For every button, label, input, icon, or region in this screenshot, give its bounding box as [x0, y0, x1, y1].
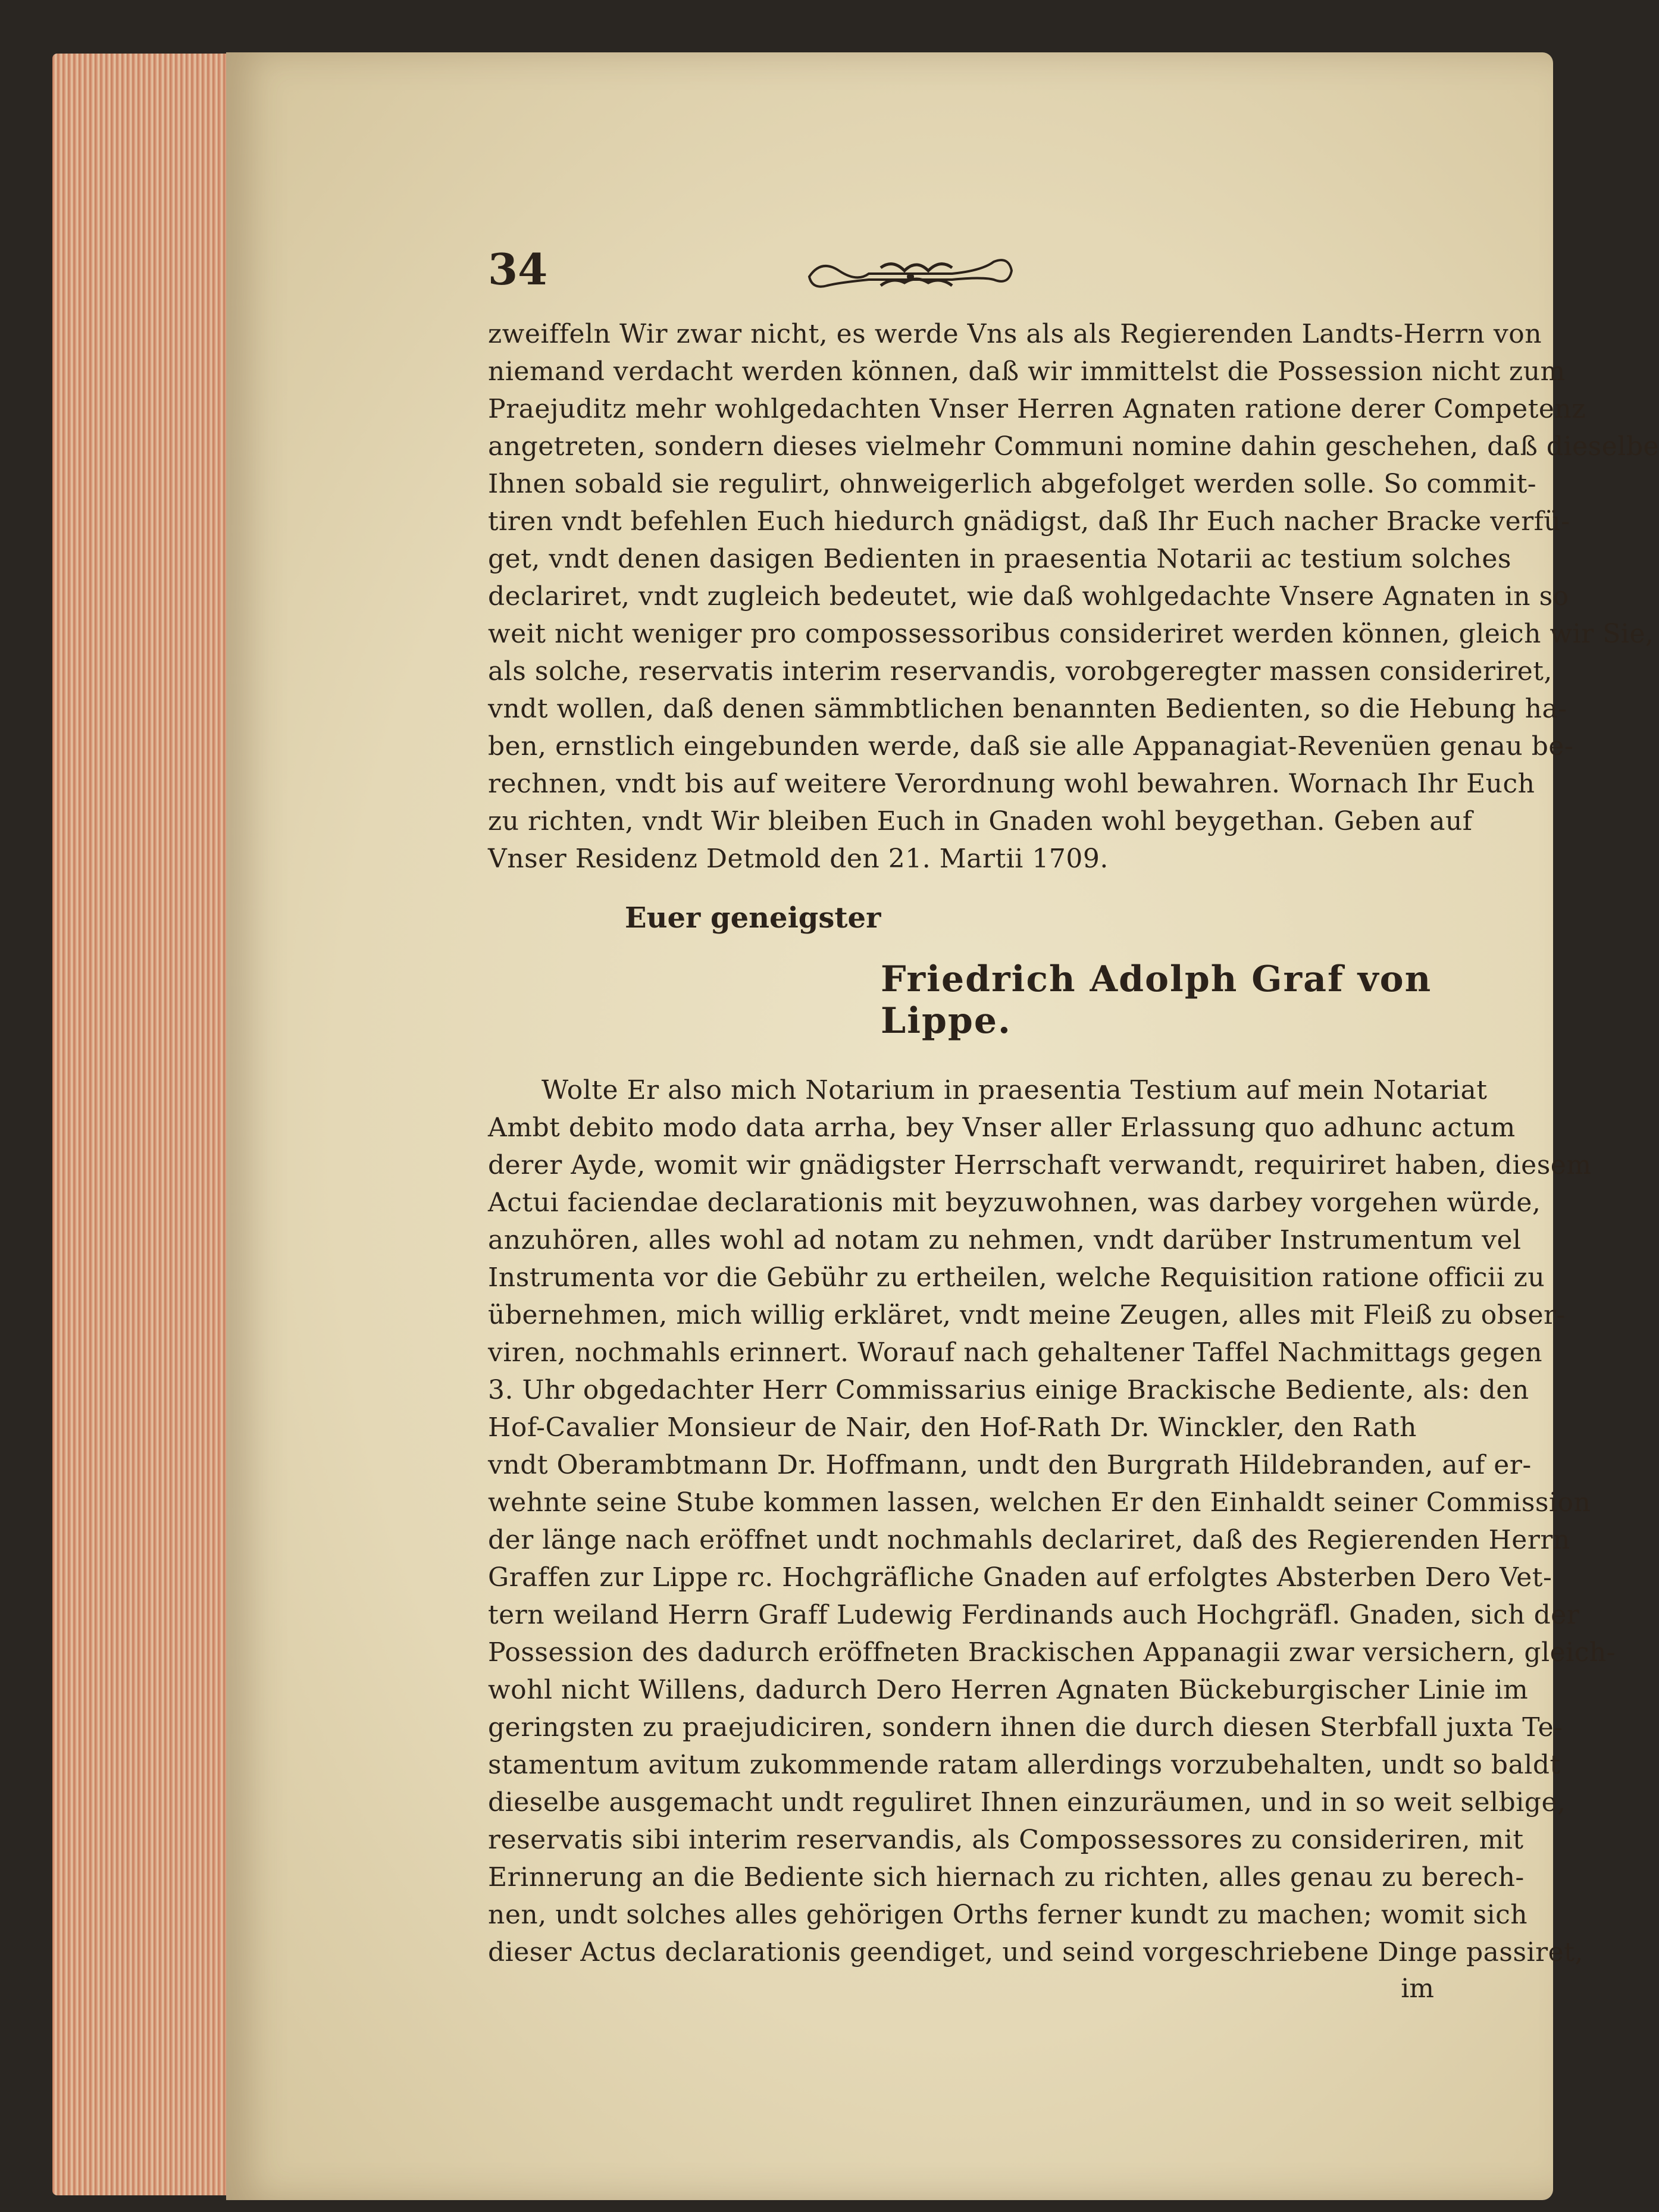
page-header: [488, 244, 1434, 315]
text-line: stamentum avitum zukommende ratam allerdings vorzubehalten, undt so baldt: [488, 1750, 1561, 1780]
text-line: get, vndt denen dasigen Bedienten in praesentia Notarii ac testium solches: [488, 544, 1511, 574]
text-line: übernehmen, mich willig erkläret, vndt meine Zeugen, alles mit Fleiß zu obser-: [488, 1300, 1566, 1330]
text-line: Hof-Cavalier Monsieur de Nair, den Hof-Rath Dr. Winckler, den Rath: [488, 1412, 1417, 1443]
book-page-edges: [52, 54, 249, 2195]
text-line: angetreten, sondern dieses vielmehr Communi nomine dahin geschehen, daß dieselbe: [488, 431, 1659, 462]
closing-formula: Euer geneigster: [625, 901, 881, 935]
text-line: zweiffeln Wir zwar nicht, es werde Vns als als Regierenden Landts-Herrn von: [488, 319, 1542, 349]
text-line: nen, undt solches alles gehörigen Orths ferner kundt zu machen; womit sich: [488, 1900, 1528, 1930]
text-line: rechnen, vndt bis auf weitere Verordnung wohl bewahren. Wornach Ihr Euch: [488, 769, 1535, 799]
text-line: tiren vndt befehlen Euch hiedurch gnädigst, daß Ihr Euch nacher Bracke verfü-: [488, 506, 1570, 537]
text-line: Wolte Er also mich Notarium in praesentia Testium auf mein Notariat: [541, 1075, 1488, 1105]
text-line: declariret, vndt zugleich bedeutet, wie daß wohlgedachte Vnsere Agnaten in so: [488, 581, 1569, 612]
text-line: derer Ayde, womit wir gnädigster Herrschaft verwandt, requiriret haben, diesem: [488, 1150, 1592, 1180]
text-line: dieselbe ausgemacht undt reguliret Ihnen einzuräumen, und in so weit selbige,: [488, 1787, 1566, 1818]
text-line: Erinnerung an die Bediente sich hiernach zu richten, alles genau zu berech-: [488, 1862, 1525, 1893]
text-line: der länge nach eröffnet undt nochmahls declariret, daß des Regierenden Herrn: [488, 1525, 1570, 1555]
text-line: niemand verdacht werden können, daß wir immittelst die Possession nicht zum: [488, 356, 1566, 387]
text-line: zu richten, vndt Wir bleiben Euch in Gnaden wohl beygethan. Geben auf: [488, 806, 1473, 836]
text-line: Graffen zur Lippe rc. Hochgräfliche Gnaden auf erfolgtes Absterben Dero Vet-: [488, 1562, 1552, 1593]
text-line: Instrumenta vor die Gebühr zu ertheilen, welche Requisition ratione officii zu: [488, 1262, 1545, 1293]
text-line: wohl nicht Willens, dadurch Dero Herren Agnaten Bückeburgischer Linie im: [488, 1675, 1529, 1705]
text-line: Possession des dadurch eröffneten Brackischen Appanagii zwar versichern, gleich-: [488, 1637, 1616, 1668]
text-line: vndt Oberambtmann Dr. Hoffmann, undt den Burgrath Hildebranden, auf er-: [488, 1450, 1532, 1480]
text-line: anzuhören, alles wohl ad notam zu nehmen, vndt darüber Instrumentum vel: [488, 1225, 1522, 1255]
text-line: Ambt debito modo data arrha, bey Vnser aller Erlassung quo adhunc actum: [488, 1113, 1516, 1143]
text-line: geringsten zu praejudiciren, sondern ihnen die durch diesen Sterbfall juxta Te-: [488, 1712, 1563, 1743]
text-line: als solche, reservatis interim reservandis, vorobgeregter massen consideriret,: [488, 656, 1552, 687]
text-line: ben, ernstlich eingebunden werde, daß sie alle Appanagiat-Revenüen genau be-: [488, 731, 1574, 762]
text-line: viren, nochmahls erinnert. Worauf nach gehaltener Taffel Nachmittags gegen: [488, 1337, 1543, 1368]
text-line: tern weiland Herrn Graff Ludewig Ferdinands auch Hochgräfl. Gnaden, sich der: [488, 1600, 1580, 1630]
text-line: Ihnen sobald sie regulirt, ohnweigerlich abgefolget werden solle. So commit-: [488, 469, 1537, 499]
notary-paragraph: [488, 1071, 1616, 1971]
text-line: vndt wollen, daß denen sämmbtlichen benannten Bedienten, so die Hebung ha-: [488, 694, 1567, 724]
catchword: im: [1401, 1973, 1434, 2004]
signature-line: Friedrich Adolph Graf von Lippe.: [881, 958, 1432, 1042]
text-line: weit nicht weniger pro compossessoribus consideriret werden können, gleich wir Sie,: [488, 619, 1654, 649]
text-line: Vnser Residenz Detmold den 21. Martii 1709.: [488, 844, 1109, 874]
text-line: wehnte seine Stube kommen lassen, welchen Er den Einhaldt seiner Commission: [488, 1487, 1591, 1518]
ornament-headpiece-icon: [803, 253, 1018, 294]
text-line: Actui faciendae declarationis mit beyzuwohnen, was darbey vorgehen würde,: [488, 1188, 1541, 1218]
text-line: 3. Uhr obgedachter Herr Commissarius einige Brackische Bediente, als: den: [488, 1375, 1529, 1405]
page-number: 34: [488, 244, 548, 294]
text-line: reservatis sibi interim reservandis, als Compossessores zu consideriren, mit: [488, 1825, 1524, 1855]
text-line: dieser Actus declarationis geendiget, und seind vorgeschriebene Dinge passiret,: [488, 1937, 1583, 1967]
letter-paragraph: [488, 315, 1659, 878]
text-line: Praejuditz mehr wohlgedachten Vnser Herren Agnaten ratione derer Competenz: [488, 394, 1586, 424]
text-block: [488, 244, 1659, 2004]
